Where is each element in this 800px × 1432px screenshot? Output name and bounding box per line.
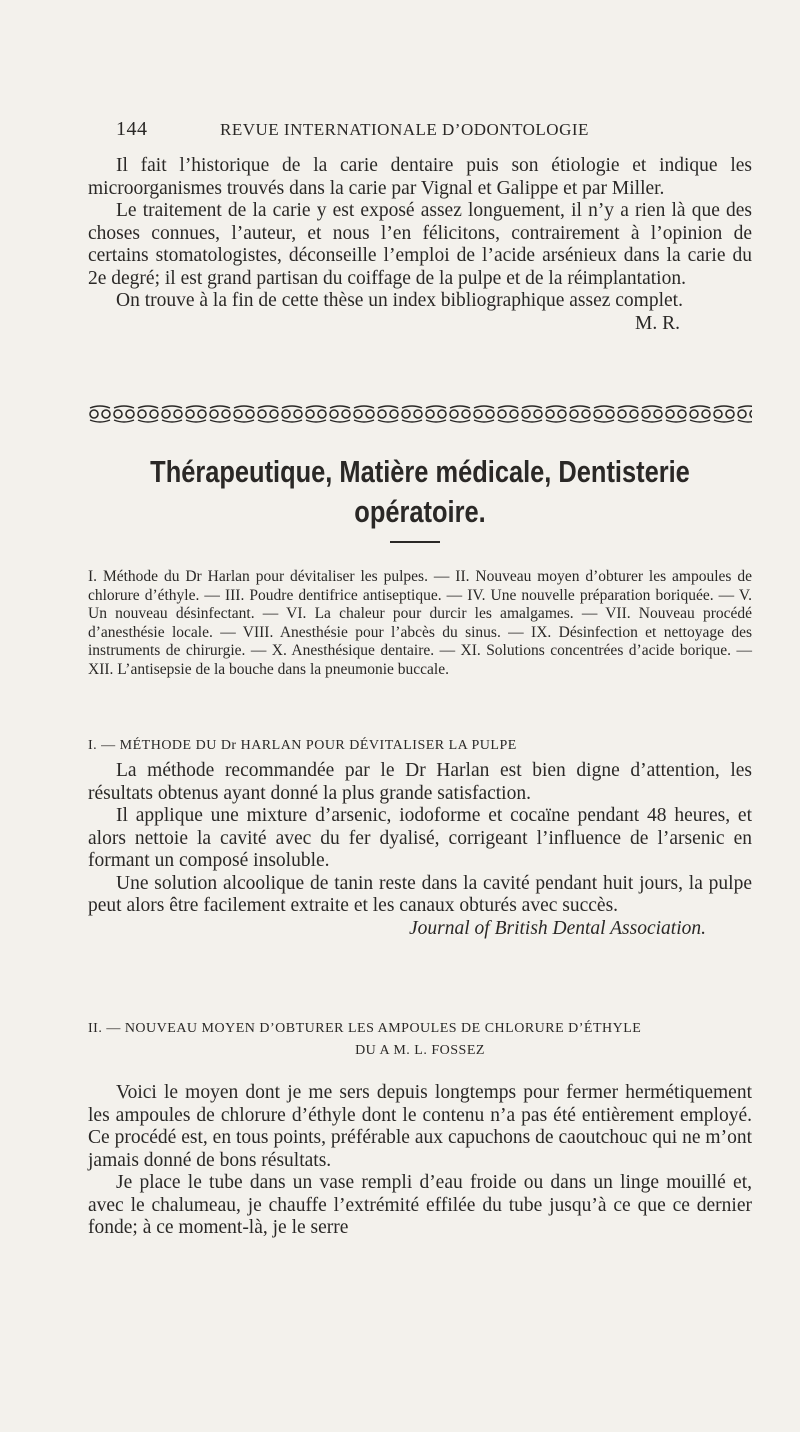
summary-text: I. Méthode du Dr Harlan pour dévitaliser les pulpes. — II. Nouveau moyen d’obturer les ampoules de chlorure d’éthyle. — III. Poudre dentifrice antiseptique. — IV. Une nouvelle préparation boriquée. — V. Un nouveau désinfectant. — VI. La chaleur pour durcir les amalgames. — VII. Nouveau procédé d’anesthésie locale. — VIII. Anesthésie pour l’abcès du sinus. — IX. Désinfection et nettoyage des instruments de chirurgie. — X. Anesthésique dentaire. — XI. Solutions concentrées d’acide borique. — XII. L’antisepsie de la bouche dans la pneumonie buccale.: [88, 568, 752, 678]
page-number: 144: [116, 118, 148, 140]
article-paragraph: La méthode recommandée par le Dr Harlan est bien digne d’attention, les résultats obtenus ayant donné la plus grande satisfaction.: [88, 760, 752, 804]
intro-paragraph: Le traitement de la carie y est exposé assez longuement, il n’y a rien là que des choses connues, l’auteur, et nous l’en félicitons, contrairement à l’opinion de certains stomatologistes, déconseille l’emploi de l’acide arsénieux dans la carie du 2e degré; il est grand partisan du coiffage de la pulpe et de la réimplantation.: [88, 200, 752, 289]
intro-paragraph: On trouve à la fin de cette thèse un index bibliographique assez complet.: [116, 290, 683, 311]
intro-paragraph: Il fait l’historique de la carie dentaire puis son étiologie et indique les microorganismes trouvés dans la carie par Vignal et Galippe et par Miller.: [88, 155, 752, 199]
intro-text: [88, 155, 752, 335]
intro-paragraph-with-signature: [88, 290, 752, 313]
article-text: [88, 1082, 752, 1240]
divider: [390, 541, 440, 543]
article-paragraph: Il applique une mixture d’arsenic, iodoforme et cocaïne pendant 48 heures, et alors nettoie la cavité avec du fer dyalisé, corrigeant l’influence de l’arsenic en formant un composé insoluble.: [88, 805, 752, 871]
article-heading: [88, 1018, 752, 1062]
section-title: [148, 452, 692, 532]
section-title-line: Thérapeutique, Matière médicale, Dentisterie: [150, 454, 690, 489]
article-paragraph: Voici le moyen dont je me sers depuis longtemps pour fermer hermétiquement les ampoules de chlorure d’éthyle dont le contenu n’a pas été entièrement employé. Ce procédé est, en tous points, préférable aux capuchons de caoutchouc qui ne m’ont jamais donné de bons résultats.: [88, 1082, 752, 1171]
article-paragraph: Une solution alcoolique de tanin reste dans la cavité pendant huit jours, la pulpe peut alors être facilement extraite et les canaux obturés avec succès.: [88, 872, 752, 916]
article-text: [88, 760, 752, 940]
running-head: [116, 118, 752, 142]
section-summary: [88, 568, 752, 679]
signature: M. R.: [635, 312, 680, 334]
citation: Journal of British Dental Association.: [408, 917, 706, 939]
section-title-line: opératoire.: [354, 494, 486, 529]
article-heading-line: II. — NOUVEAU MOYEN D’OBTURER LES AMPOULES DE CHLORURE D’ÉTHYLE: [88, 1021, 642, 1036]
ornamental-border: [88, 405, 752, 423]
article-heading-line: DU A M. L. FOSSEZ: [355, 1043, 485, 1058]
article-heading: I. — MÉTHODE DU Dr HARLAN POUR DÉVITALISER LA PULPE: [88, 738, 517, 753]
journal-title: REVUE INTERNATIONALE D’ODONTOLOGIE: [220, 120, 589, 139]
article-paragraph: Je place le tube dans un vase rempli d’eau froide ou dans un linge mouillé et, avec le chalumeau, je chauffe l’extrémité effilée du tube jusqu’à ce que ce dernier fonde; à ce moment-là, je le serre: [88, 1172, 752, 1238]
